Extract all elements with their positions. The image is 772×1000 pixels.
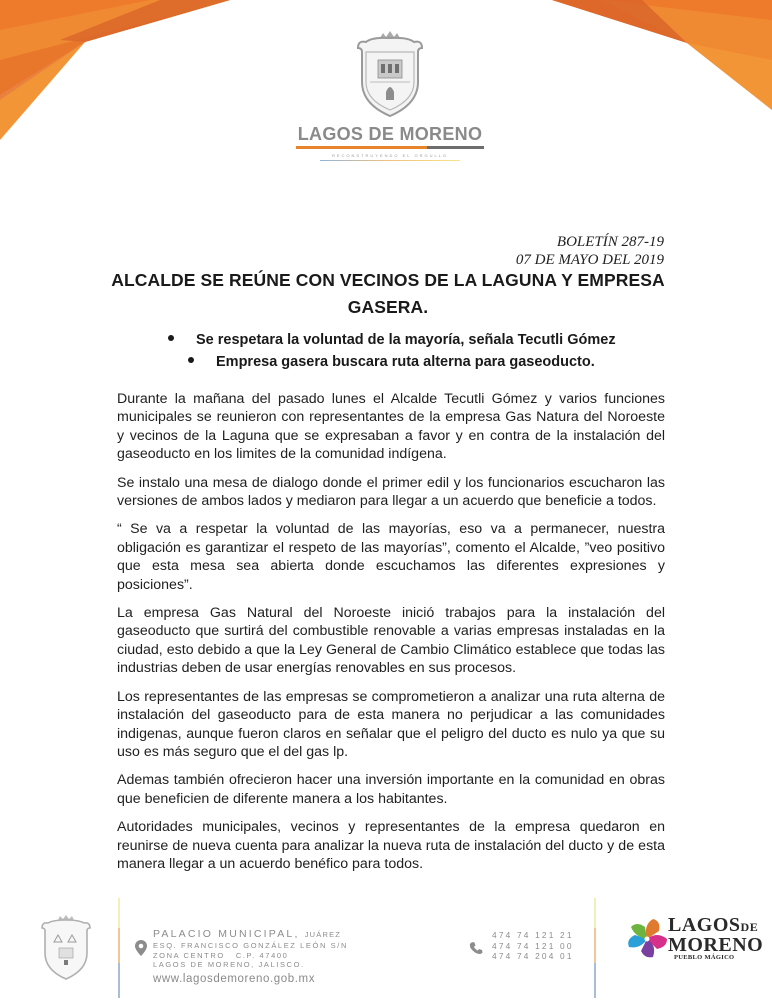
address-title: PALACIO MUNICIPAL, [153, 928, 300, 940]
paragraph: Ademas también ofrecieron hacer una inversión importante en la comunidad en obras que beneficien de diferente manera a los habitantes. [117, 772, 665, 807]
location-pin-icon [135, 940, 147, 956]
website-link[interactable]: www.lagosdemoreno.gob.mx [153, 972, 316, 985]
lagos-de-moreno-crest-logo [350, 30, 430, 122]
paragraph: La empresa Gas Natural del Noroeste inició trabajos para la instalación del gaseoducto que surtirá del combustible renovable a varias empresas instaladas en la ciudad, esto debido a que la Ley General de Cambio Climático establece que todas las industrias deben de usar energías renovables en sus procesos. [117, 605, 665, 677]
bulletin-date: 07 DE MAYO DEL 2019 [515, 252, 664, 268]
highlight-item [168, 332, 616, 348]
bulletin-header [516, 233, 664, 269]
brand-tagline: RECONSTRUYENDO EL ORGULLO [331, 153, 449, 158]
brand-name: LAGOS DE MORENO [297, 124, 483, 144]
phone-number: 474 74 121 21 [492, 930, 574, 940]
address-line: LAGOS DE MORENO, JALISCO. [153, 960, 305, 970]
footer-divider [118, 898, 120, 998]
phone-number: 474 74 204 01 [492, 951, 574, 961]
phone-icon [469, 941, 483, 955]
paragraph: Se instalo una mesa de dialogo donde el primer edil y los funcionarios escucharon las versiones de ambos lados y mediaron para llegar a un acuerdo que beneficie a todos. [117, 474, 665, 510]
footer-phones [492, 930, 574, 962]
paragraph: Los representantes de las empresas se comprometieron a analizar una ruta alterna de instalación del gaseoducto para de esta manera no perjudicar a las comunidades indigenas, aunque fueron claros en señalar que el peligro del ducto es nulo ya que su uso es más seguro que el del gas lp. [117, 688, 665, 760]
highlight-item [188, 354, 595, 370]
paragraph: “ Se va a respetar la voluntad de las mayorías, eso va a permanecer, nuestra obligación es garantizar el respeto de las mayorías”, comento el Alcalde, ”veo positivo que esta mesa sea abierta donde escuchamos las diferentes expresiones y posiciones”. [117, 521, 665, 593]
pm-line3: PUEBLO MÁGICO [674, 954, 735, 961]
pueblo-magico-wordmark [668, 916, 763, 962]
footer-address [153, 928, 348, 987]
pm-line1: LAGOS [668, 914, 741, 936]
article-body [117, 390, 665, 883]
highlight-text: Empresa gasera buscara ruta alterna para gaseoducto. [216, 354, 595, 370]
orange-corner-decoration-left [0, 0, 260, 140]
footer-divider [594, 898, 596, 998]
brand-underline [296, 146, 484, 149]
brand-tagline-rule [320, 160, 460, 161]
municipal-crest-icon [36, 914, 96, 984]
bulletin-number: BOLETÍN 287-19 [556, 234, 664, 250]
footer [0, 890, 772, 1000]
orange-corner-decoration-right [542, 0, 772, 110]
address-line: ESQ. FRANCISCO GONZÁLEZ LEÓN S/N [153, 941, 348, 950]
pm-line2: MORENO [668, 934, 764, 956]
title-line-1: ALCALDE SE REÚNE CON VECINOS DE LA LAGUNA Y EMPRESA [111, 270, 665, 290]
bullet-icon [188, 357, 194, 363]
paragraph: Durante la mañana del pasado lunes el Alcalde Tecutli Gómez y varios funciones municipales se reunieron con representantes de la empresa Gas Natura del Noroeste y vecinos de la Laguna que se expresaban a favor y en contra de la instalación del gaseoducto en los limites de la comunidad indígena. [117, 391, 665, 463]
paragraph: Autoridades municipales, vecinos y representantes de la empresa quedaron en reunirse de nueva cuenta para analizar la nueva ruta de instalación del ducto y de esta manera llegar a un acuerdo benéfico para todos. [117, 819, 665, 872]
title-line-2: GASERA. [347, 297, 429, 317]
bullet-icon [168, 335, 174, 341]
phone-number: 474 74 121 00 [492, 940, 574, 951]
header-brand [290, 124, 490, 161]
address-line: ZONA CENTRO C.P. 47400 [153, 950, 289, 960]
pm-line1-suffix: DE [740, 920, 759, 934]
address-title-suffix: JUÁREZ [304, 930, 342, 939]
highlight-text: Se respetara la voluntad de la mayoría, señala Tecutli Gómez [196, 332, 616, 348]
pueblo-magico-swirl-logo [624, 916, 670, 962]
press-release-title [108, 267, 668, 321]
